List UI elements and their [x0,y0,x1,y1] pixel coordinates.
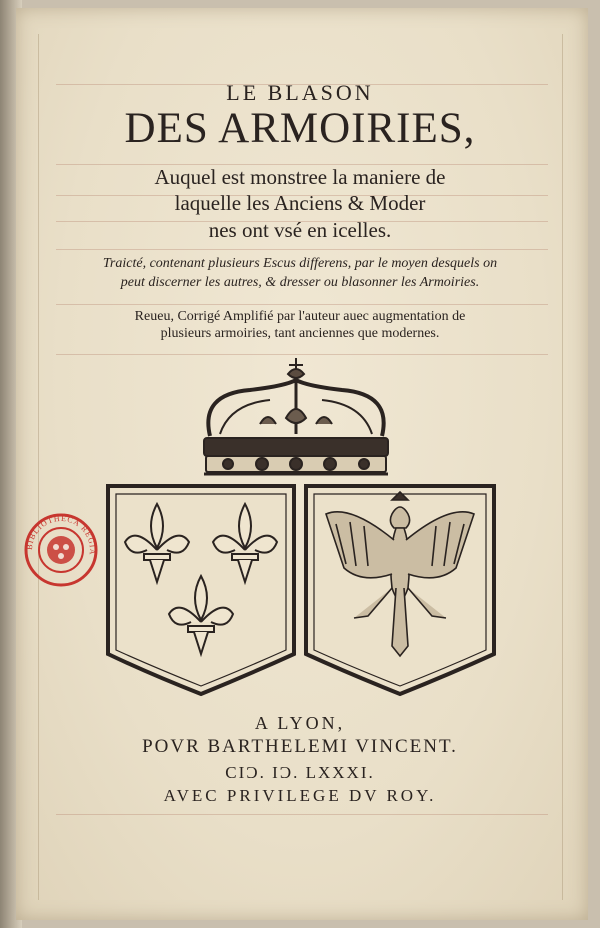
library-stamp-icon [22,511,100,589]
guide-rule [56,249,548,250]
title-line-1: LE BLASON [226,80,374,105]
title-main: DES ARMOIRIES, [124,105,476,152]
crown-icon [204,358,388,474]
description-line-1: Traicté, contenant plusieurs Escus differens, par le moyen desquels on [102,256,498,271]
stamp-text: BIBLIOTHECA REGIA [24,513,98,556]
guide-rule [56,814,548,815]
imprint-printer: POVR BARTHELEMI VINCENT. [142,736,458,757]
imprint-date: CIƆ. IƆ. LXXXI. [225,763,375,782]
guide-rule [56,304,548,305]
edition-note-line-1: Reueu, Corrigé Amplifié par l'auteur auec augmentation de [134,309,466,324]
subtitle-line-3: nes ont vsé en icelles. [208,218,392,242]
coat-of-arms-engraving [100,354,500,700]
subtitle-line-1: Auquel est monstree la maniere de [154,165,446,189]
imprint-privilege: AVEC PRIVILEGE DV ROY. [163,786,437,805]
description-line-2: peut discerner les autres, & dresser ou blasonner les Armoiries. [120,275,480,290]
edition-note-line-2: plusieurs armoiries, tant anciennes que modernes. [160,326,440,341]
fleur-de-lis-shield [108,486,294,694]
imprint-place: A LYON, [254,713,346,733]
eagle-shield [306,486,494,694]
subtitle-line-2: laquelle les Anciens & Moder [174,191,426,215]
